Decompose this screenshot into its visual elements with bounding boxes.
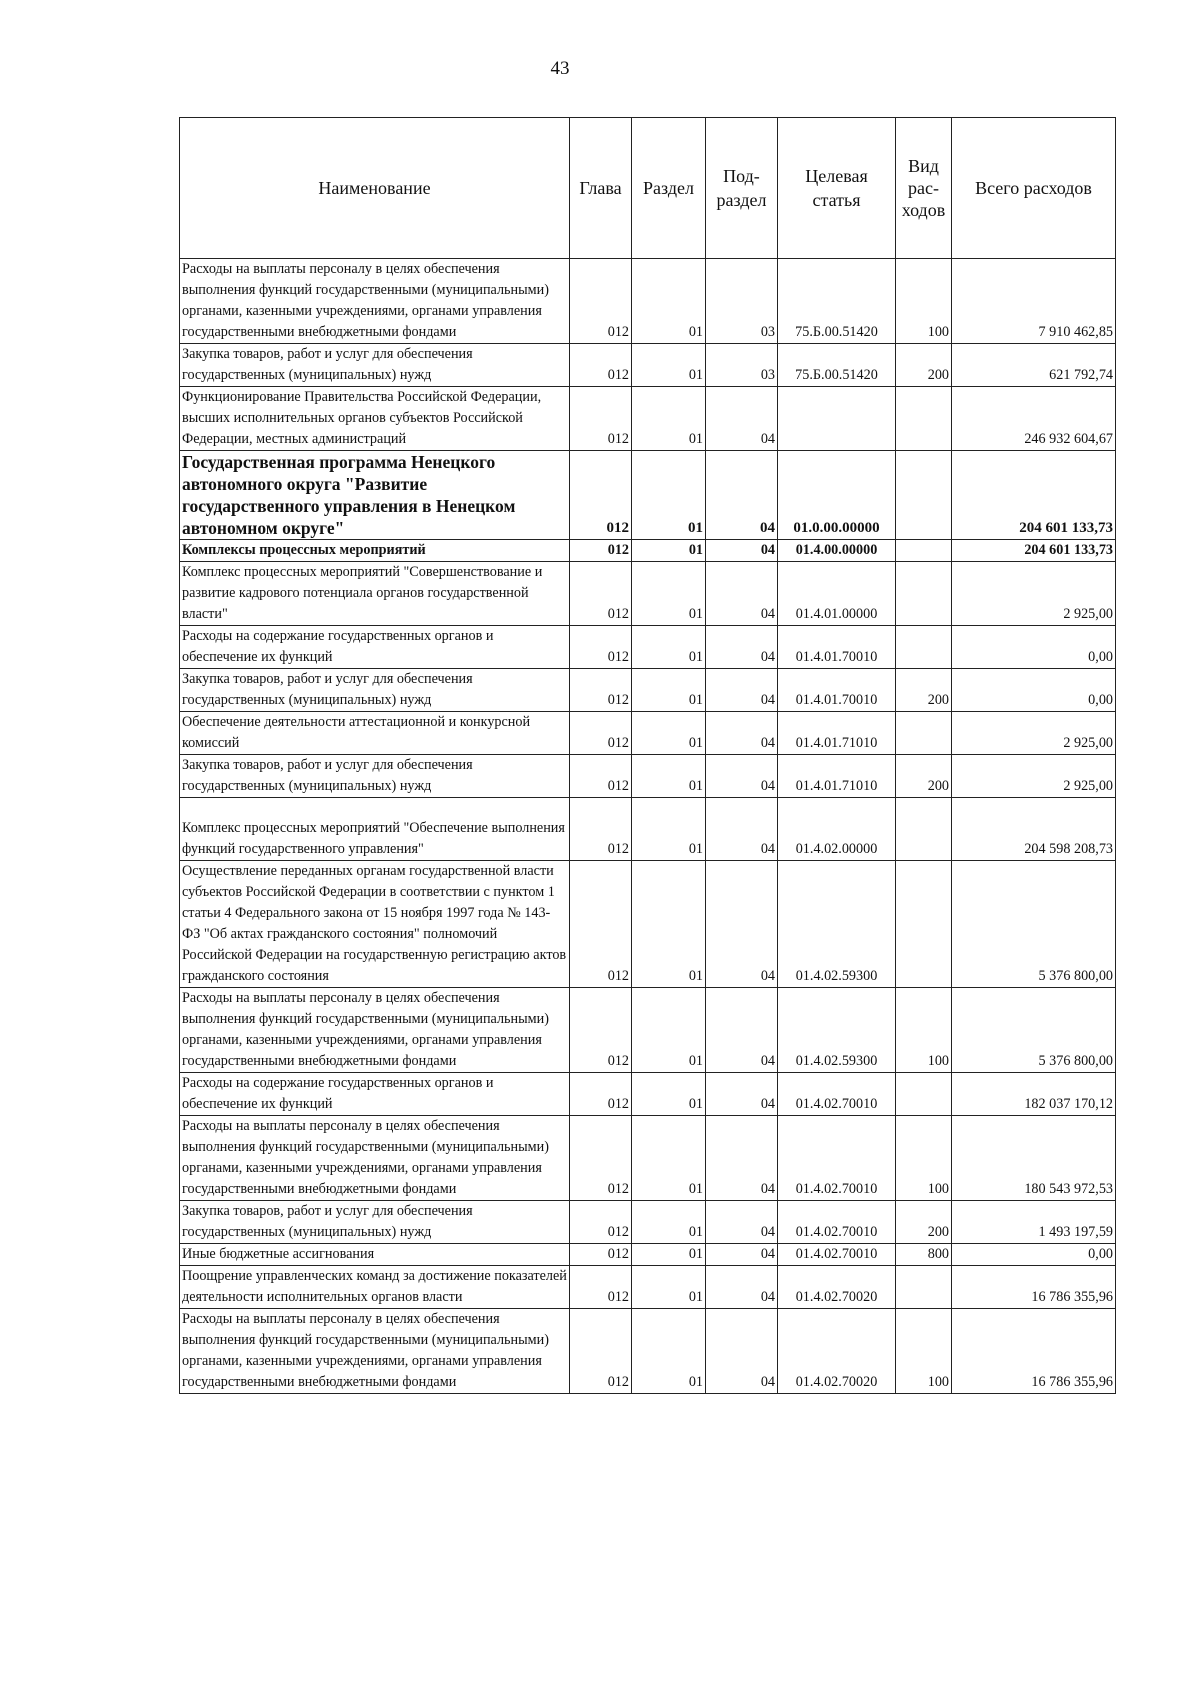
table-row [180, 626, 1116, 669]
cell-name: Осуществление переданных органам государственной власти субъектов Российской Федерации в соответствии с пунктом 1 статьи 4 Федерального закона от 15 ноября 1997 года № 143-ФЗ "Об актах гражданского состояния" полномочий Российской Федерации на государственную регистрацию актов гражданского состояния [180, 861, 570, 988]
cell-section: 01 [632, 344, 706, 387]
cell-total: 1 493 197,59 [952, 1201, 1116, 1244]
cell-section: 01 [632, 259, 706, 344]
cell-kind: 100 [896, 1309, 952, 1394]
table-row [180, 669, 1116, 712]
cell-section: 01 [632, 1116, 706, 1201]
cell-total: 204 601 133,73 [952, 451, 1116, 540]
cell-subsection: 04 [706, 1244, 778, 1266]
table-row [180, 562, 1116, 626]
cell-target: 01.4.02.59300 [778, 861, 896, 988]
cell-subsection: 04 [706, 626, 778, 669]
cell-total: 0,00 [952, 669, 1116, 712]
table-row [180, 259, 1116, 344]
cell-total: 16 786 355,96 [952, 1266, 1116, 1309]
cell-subsection: 04 [706, 1116, 778, 1201]
cell-chapter: 012 [570, 669, 632, 712]
table-row [180, 861, 1116, 988]
cell-chapter: 012 [570, 1266, 632, 1309]
cell-total: 621 792,74 [952, 344, 1116, 387]
cell-chapter: 012 [570, 1201, 632, 1244]
cell-total: 180 543 972,53 [952, 1116, 1116, 1201]
cell-section: 01 [632, 1201, 706, 1244]
cell-name: Обеспечение деятельности аттестационной и конкурсной комиссий [180, 712, 570, 755]
cell-chapter: 012 [570, 1309, 632, 1394]
cell-section: 01 [632, 1073, 706, 1116]
cell-subsection: 04 [706, 562, 778, 626]
cell-chapter: 012 [570, 798, 632, 861]
cell-chapter: 012 [570, 1116, 632, 1201]
cell-subsection: 04 [706, 1073, 778, 1116]
cell-name: Иные бюджетные ассигнования [180, 1244, 570, 1266]
cell-target: 01.4.01.71010 [778, 755, 896, 798]
cell-kind [896, 540, 952, 562]
cell-kind: 100 [896, 259, 952, 344]
cell-target: 01.4.00.00000 [778, 540, 896, 562]
cell-name: Закупка товаров, работ и услуг для обеспечения государственных (муниципальных) нужд [180, 669, 570, 712]
cell-kind: 200 [896, 755, 952, 798]
cell-kind: 200 [896, 1201, 952, 1244]
cell-chapter: 012 [570, 1244, 632, 1266]
cell-target: 01.4.01.00000 [778, 562, 896, 626]
cell-total: 204 598 208,73 [952, 798, 1116, 861]
cell-target: 01.4.02.70010 [778, 1201, 896, 1244]
cell-total: 0,00 [952, 626, 1116, 669]
cell-section: 01 [632, 712, 706, 755]
cell-name: Государственная программа Ненецкого автономного округа "Развитие государственного управления в Ненецком автономном округе" [180, 451, 570, 540]
cell-kind [896, 798, 952, 861]
cell-subsection: 03 [706, 344, 778, 387]
cell-target: 75.Б.00.51420 [778, 344, 896, 387]
cell-kind: 100 [896, 988, 952, 1073]
cell-total: 5 376 800,00 [952, 988, 1116, 1073]
cell-target: 01.4.02.70020 [778, 1309, 896, 1394]
cell-chapter: 012 [570, 1073, 632, 1116]
budget-table [179, 117, 1116, 1394]
cell-name: Расходы на выплаты персоналу в целях обеспечения выполнения функций государственными (муниципальными) органами, казенными учреждениями, органами управления государственными внебюджетными фондами [180, 1309, 570, 1394]
cell-target: 01.4.02.70020 [778, 1266, 896, 1309]
cell-section: 01 [632, 1309, 706, 1394]
cell-subsection: 04 [706, 1201, 778, 1244]
table-row [180, 1116, 1116, 1201]
cell-total: 246 932 604,67 [952, 387, 1116, 451]
cell-subsection: 03 [706, 259, 778, 344]
cell-kind [896, 1266, 952, 1309]
cell-total: 16 786 355,96 [952, 1309, 1116, 1394]
table-row [180, 1309, 1116, 1394]
cell-target: 75.Б.00.51420 [778, 259, 896, 344]
cell-name: Расходы на выплаты персоналу в целях обеспечения выполнения функций государственными (муниципальными) органами, казенными учреждениями, органами управления государственными внебюджетными фондами [180, 988, 570, 1073]
cell-kind: 200 [896, 669, 952, 712]
cell-kind: 200 [896, 344, 952, 387]
cell-name: Комплексы процессных мероприятий [180, 540, 570, 562]
cell-subsection: 04 [706, 798, 778, 861]
cell-kind [896, 861, 952, 988]
cell-chapter: 012 [570, 626, 632, 669]
cell-chapter: 012 [570, 562, 632, 626]
cell-chapter: 012 [570, 861, 632, 988]
cell-chapter: 012 [570, 344, 632, 387]
cell-target: 01.4.02.70010 [778, 1073, 896, 1116]
cell-name: Функционирование Правительства Российской Федерации, высших исполнительных органов субъектов Российской Федерации, местных администраций [180, 387, 570, 451]
cell-subsection: 04 [706, 755, 778, 798]
cell-section: 01 [632, 861, 706, 988]
header-subsection: Под- раздел [706, 118, 778, 259]
cell-section: 01 [632, 540, 706, 562]
header-target: Целевая статья [778, 118, 896, 259]
cell-total: 2 925,00 [952, 755, 1116, 798]
cell-subsection: 04 [706, 669, 778, 712]
cell-target: 01.4.01.70010 [778, 669, 896, 712]
cell-subsection: 04 [706, 451, 778, 540]
cell-target: 01.4.02.59300 [778, 988, 896, 1073]
cell-section: 01 [632, 1244, 706, 1266]
cell-target: 01.4.02.70010 [778, 1116, 896, 1201]
table-row [180, 755, 1116, 798]
table-row [180, 540, 1116, 562]
cell-total: 182 037 170,12 [952, 1073, 1116, 1116]
table-row [180, 451, 1116, 540]
header-total: Всего расходов [952, 118, 1116, 259]
cell-kind [896, 712, 952, 755]
cell-target: 01.4.01.71010 [778, 712, 896, 755]
cell-kind [896, 451, 952, 540]
cell-section: 01 [632, 798, 706, 861]
cell-kind: 100 [896, 1116, 952, 1201]
cell-total: 5 376 800,00 [952, 861, 1116, 988]
table-header-row [180, 118, 1116, 259]
header-kind: Вид рас- ходов [896, 118, 952, 259]
cell-kind [896, 626, 952, 669]
table-row [180, 988, 1116, 1073]
cell-target: 01.4.01.70010 [778, 626, 896, 669]
table-row [180, 798, 1116, 861]
table-row [180, 1073, 1116, 1116]
cell-section: 01 [632, 387, 706, 451]
cell-kind [896, 562, 952, 626]
cell-name: Комплекс процессных мероприятий "Совершенствование и развитие кадрового потенциала органов государственной власти" [180, 562, 570, 626]
table-row [180, 344, 1116, 387]
cell-name: Комплекс процессных мероприятий "Обеспечение выполнения функций государственного управления" [180, 798, 570, 861]
cell-section: 01 [632, 1266, 706, 1309]
page-number: 43 [550, 58, 570, 79]
cell-chapter: 012 [570, 259, 632, 344]
cell-section: 01 [632, 988, 706, 1073]
cell-name: Поощрение управленческих команд за достижение показателей деятельности исполнительных органов власти [180, 1266, 570, 1309]
cell-subsection: 04 [706, 1266, 778, 1309]
cell-kind [896, 387, 952, 451]
cell-target: 01.4.02.00000 [778, 798, 896, 861]
header-name: Наименование [180, 118, 570, 259]
cell-subsection: 04 [706, 540, 778, 562]
table-row [180, 1266, 1116, 1309]
cell-chapter: 012 [570, 712, 632, 755]
cell-name: Расходы на выплаты персоналу в целях обеспечения выполнения функций государственными (муниципальными) органами, казенными учреждениями, органами управления государственными внебюджетными фондами [180, 1116, 570, 1201]
cell-target [778, 387, 896, 451]
cell-chapter: 012 [570, 387, 632, 451]
cell-section: 01 [632, 451, 706, 540]
cell-target: 01.0.00.00000 [778, 451, 896, 540]
cell-chapter: 012 [570, 451, 632, 540]
cell-total: 7 910 462,85 [952, 259, 1116, 344]
cell-subsection: 04 [706, 861, 778, 988]
cell-subsection: 04 [706, 988, 778, 1073]
cell-kind: 800 [896, 1244, 952, 1266]
cell-kind [896, 1073, 952, 1116]
cell-section: 01 [632, 562, 706, 626]
cell-subsection: 04 [706, 1309, 778, 1394]
cell-chapter: 012 [570, 540, 632, 562]
table-row [180, 1201, 1116, 1244]
cell-name: Расходы на содержание государственных органов и обеспечение их функций [180, 626, 570, 669]
cell-chapter: 012 [570, 988, 632, 1073]
cell-name: Расходы на содержание государственных органов и обеспечение их функций [180, 1073, 570, 1116]
table-row [180, 712, 1116, 755]
cell-section: 01 [632, 755, 706, 798]
header-section: Раздел [632, 118, 706, 259]
table-row [180, 387, 1116, 451]
table-row [180, 1244, 1116, 1266]
cell-name: Закупка товаров, работ и услуг для обеспечения государственных (муниципальных) нужд [180, 755, 570, 798]
cell-section: 01 [632, 669, 706, 712]
cell-name: Закупка товаров, работ и услуг для обеспечения государственных (муниципальных) нужд [180, 1201, 570, 1244]
cell-name: Расходы на выплаты персоналу в целях обеспечения выполнения функций государственными (муниципальными) органами, казенными учреждениями, органами управления государственными внебюджетными фондами [180, 259, 570, 344]
cell-total: 2 925,00 [952, 562, 1116, 626]
cell-section: 01 [632, 626, 706, 669]
cell-total: 204 601 133,73 [952, 540, 1116, 562]
cell-chapter: 012 [570, 755, 632, 798]
cell-total: 2 925,00 [952, 712, 1116, 755]
cell-name: Закупка товаров, работ и услуг для обеспечения государственных (муниципальных) нужд [180, 344, 570, 387]
cell-subsection: 04 [706, 387, 778, 451]
header-chapter: Глава [570, 118, 632, 259]
cell-target: 01.4.02.70010 [778, 1244, 896, 1266]
cell-subsection: 04 [706, 712, 778, 755]
cell-total: 0,00 [952, 1244, 1116, 1266]
